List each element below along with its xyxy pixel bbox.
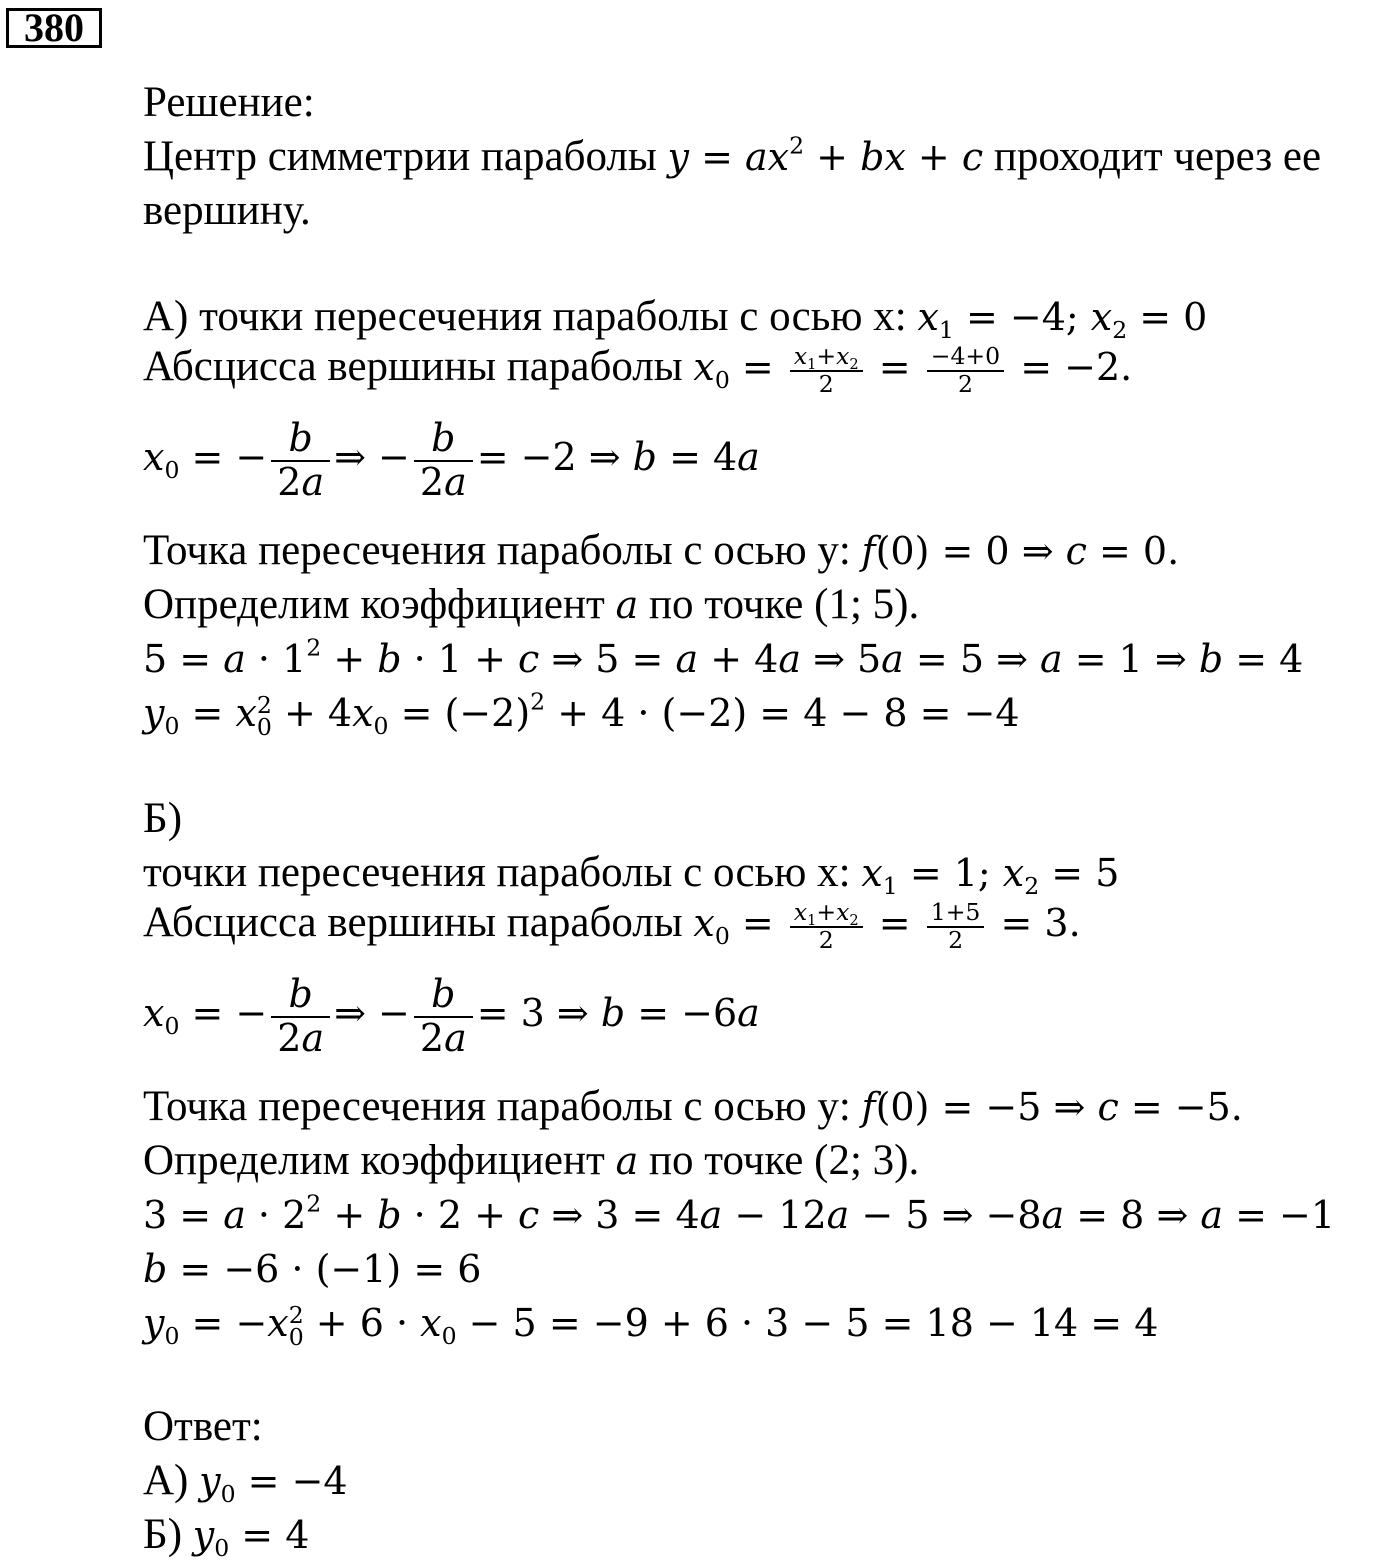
part-a-vertex-abscissa <box>143 342 1132 397</box>
part-a-coef: Определим коэффициент a по точке (1; 5). <box>143 581 920 628</box>
answer-b: Б) $y_0 = 4$ <box>143 1511 310 1562</box>
part-b-coef-text: Определим коэффициент <box>143 1137 605 1184</box>
part-b-coef: Определим коэффициент a по точке (2; 3). <box>143 1137 920 1184</box>
part-b-b-math: b = −6 · (−1) = 6 <box>143 1247 482 1291</box>
part-b-y-text: Точка пересечения параболы с осью y: <box>143 1083 851 1130</box>
part-b-y0: $y_0 = -x$ 2 0 + $6 \cdot x_0 - 5 = -9 + 6 \cdot 3 - 5 = 18 - 14 = 4$ <box>143 1301 1159 1351</box>
part-b-coef-point: по точке (2; 3). <box>648 1137 920 1184</box>
part-a-label: А) <box>143 293 189 340</box>
problem-number: 380 <box>6 8 102 48</box>
part-a-vertex-text: Абсцисса вершины параболы <box>143 343 683 390</box>
intro-line <box>143 132 1321 181</box>
part-a-coef-text: Определим коэффициент <box>143 581 605 628</box>
part-b-vertex-formula: $x_0$ = − $\frac{b}{2a}$ ⇒ − $\frac{b}{2a}$ = 3 ⇒ b = −6a <box>143 972 760 1060</box>
part-a-y0: $y_0 = x$ 2 0 + $4x_0 = (-2)^2 + 4 \cdot (-2) = 4 - 8 = -4$ <box>143 687 1020 741</box>
part-b-vertex-math: $x_0$ = $\frac{x_1+x_2}{2}$ = $\frac{1+5}{2}$ = 3. <box>693 897 1081 954</box>
part-b-x-intersections <box>143 848 1120 901</box>
part-b-vertex-abscissa <box>143 898 1081 953</box>
part-a-coef-math: $5 = a \cdot 1^2 + b \cdot 1 + c$ ⇒ 5 = a + 4a ⇒ 5a = 5 ⇒ a = 1 ⇒ b = 4 <box>143 633 1304 681</box>
part-a-x-text: точки пересечения параболы с осью x: <box>199 293 907 340</box>
answer-b-label: Б) <box>143 1511 183 1558</box>
part-a-y-intersection <box>143 526 1179 575</box>
part-b-x-text: точки пересечения параболы с осью x: <box>143 849 851 896</box>
part-b-x-math: $x_1 = 1$; $x_2 = 5$ <box>861 851 1120 901</box>
intro-tail: проходит через ее <box>993 133 1322 180</box>
part-a-y-math: f(0) = 0 ⇒ c = 0. <box>861 529 1180 573</box>
intro-formula: $y = ax^2$ + bx + c <box>667 131 984 179</box>
part-b-y-math: f(0) = −5 ⇒ c = −5. <box>861 1085 1243 1129</box>
part-a-vertex-formula: $x_0$ = − $\frac{b}{2a}$ ⇒ − $\frac{b}{2a}$ = −2 ⇒ b = 4a <box>143 416 760 504</box>
intro-line-2: вершину. <box>143 187 311 234</box>
answer-a-label: А) <box>143 1457 189 1504</box>
part-b-label: Б) <box>143 795 183 842</box>
part-a-x-math: $x_1 = -4$; $x_2 = 0$ <box>917 295 1208 345</box>
intro-text: Центр симметрии параболы <box>143 133 657 180</box>
answer-heading: Ответ: <box>143 1403 263 1450</box>
part-b-vertex-text: Абсцисса вершины параболы <box>143 899 683 946</box>
part-a-coef-point: по точке (1; 5). <box>648 581 920 628</box>
part-a-vertex-math: $x_0$ = $\frac{x_1+x_2}{2}$ = $\frac{-4+0}{2}$ = −2. <box>693 341 1133 398</box>
answer-a: А) $y_0 = -4$ <box>143 1457 348 1509</box>
part-b-coef-math: $3 = a \cdot 2^2 + b \cdot 2 + c$ ⇒ 3 = 4a − 12a − 5 ⇒ −8a = 8 ⇒ a = −1 <box>143 1189 1336 1237</box>
part-a-x-intersections <box>143 292 1208 345</box>
part-a-y-text: Точка пересечения параболы с осью y: <box>143 527 851 574</box>
part-b-y-intersection <box>143 1082 1243 1131</box>
solution-heading: Решение: <box>143 79 315 126</box>
